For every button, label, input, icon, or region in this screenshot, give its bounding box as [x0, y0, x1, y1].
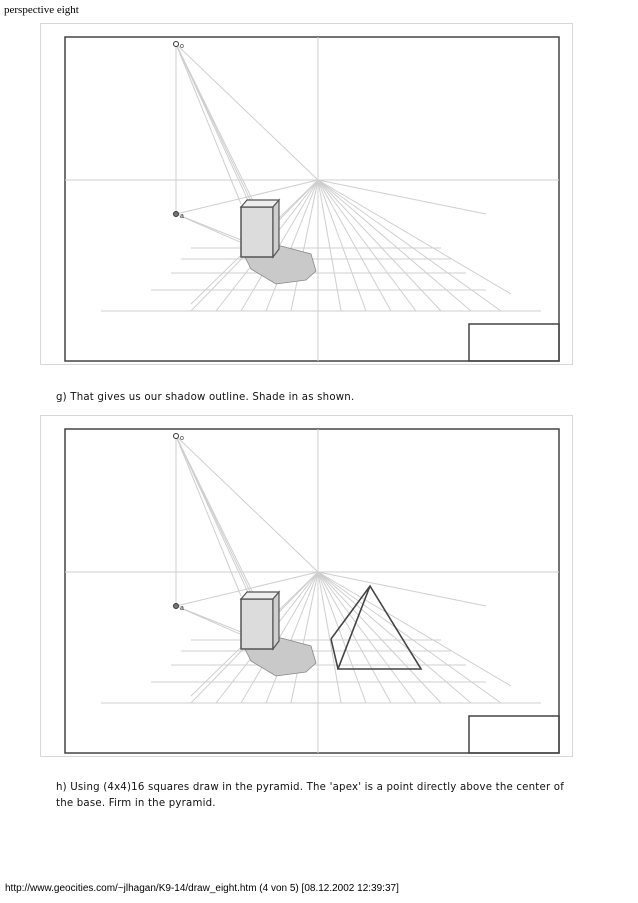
vanishing-line: [318, 572, 471, 703]
point-o-marker: [174, 42, 179, 47]
point-a-label: a: [180, 605, 184, 612]
page-footer: http://www.geocities.com/~jlhagan/K9-14/draw_eight.htm (4 von 5) [08.12.2002 12:39:37]: [5, 883, 399, 894]
vanishing-line: [291, 180, 318, 311]
title-block: [469, 324, 559, 361]
drawing-frame: [65, 37, 559, 361]
point-a-label: a: [180, 213, 184, 220]
point-o-marker: [174, 434, 179, 439]
perspective-drawing-g: [41, 24, 572, 364]
vanishing-line: [318, 180, 501, 311]
point-o-label: o: [180, 435, 184, 442]
vanishing-line: [318, 572, 366, 703]
vanishing-line: [318, 180, 511, 294]
point-a-marker: [174, 604, 179, 609]
perspective-drawing-h: [41, 416, 572, 756]
cube-front-face: [241, 599, 273, 649]
vanishing-line: [318, 572, 486, 606]
vanishing-line: [318, 180, 486, 214]
cube-side-face: [273, 200, 279, 257]
vanishing-line: [318, 180, 471, 311]
caption-g: g) That gives us our shadow outline. Shade in as shown.: [56, 392, 355, 403]
point-a-marker: [174, 212, 179, 217]
figure-h: [40, 415, 573, 757]
vanishing-line: [318, 572, 501, 703]
light-ray-line: [176, 44, 318, 180]
title-block: [469, 716, 559, 753]
figure-g: [40, 23, 573, 365]
caption-h: h) Using (4x4)16 squares draw in the pyramid. The 'apex' is a point directly above the center of the base. Firm in the pyramid.: [56, 782, 565, 809]
cube-side-face: [273, 592, 279, 649]
point-o-label: o: [180, 43, 184, 50]
vanishing-line: [318, 180, 366, 311]
vanishing-line: [318, 180, 416, 311]
drawing-frame: [65, 429, 559, 753]
pyramid-outline: [331, 586, 421, 669]
page-header: perspective eight: [4, 4, 79, 16]
light-ray-line: [176, 436, 318, 572]
vanishing-line: [291, 572, 318, 703]
cube-front-face: [241, 207, 273, 257]
